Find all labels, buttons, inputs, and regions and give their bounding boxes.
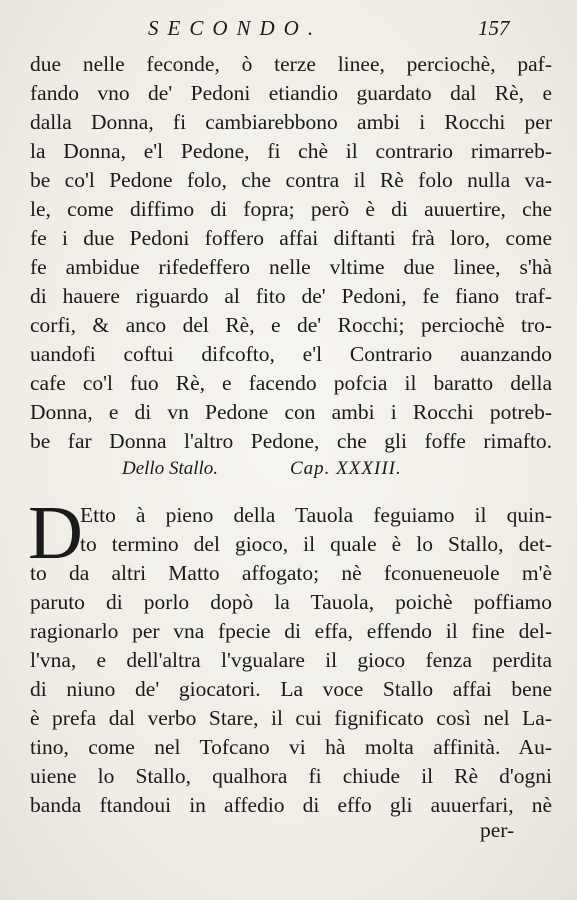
text-line: due nelle feconde, ò terze linee, perciochè, paf-	[30, 52, 552, 76]
chapter-number: Cap. XXXIII.	[290, 458, 402, 479]
text-line: di hauere riguardo al fito de' Pedoni, fe fiano traf-	[30, 284, 552, 308]
text-line: l'vna, e dell'altra l'vgualare il gioco fenza perdita	[30, 648, 552, 672]
text-line: corfi, & anco del Rè, e de' Rocchi; perciochè tro-	[30, 313, 552, 337]
text-line: to termino del gioco, il quale è lo Stallo, det-	[80, 532, 552, 556]
text-line: ragionarlo per vna fpecie di effa, effendo il fine del-	[30, 619, 552, 643]
text-line: be far Donna l'altro Pedone, che gli foffe rimafto.	[30, 429, 552, 453]
text-line: paruto di porlo dopò la Tauola, poichè poffiamo	[30, 590, 552, 614]
drop-cap: D	[28, 491, 83, 575]
text-line: la Donna, e'l Pedone, fi chè il contrario rimarreb-	[30, 139, 552, 163]
paragraph-1	[30, 50, 552, 456]
text-line: uandofi coftui difcofto, e'l Contrario auanzando	[30, 342, 552, 366]
chapter-heading	[0, 456, 577, 490]
running-head: SECONDO.	[148, 16, 323, 40]
text-line: fe ambidue rifedeffero nelle vltime due linee, s'hà	[30, 255, 552, 279]
catchword: per-	[480, 818, 515, 842]
text-line: fando vno de' Pedoni etiandio guardato dal Rè, e	[30, 81, 552, 105]
text-line: to da altri Matto affogato; nè fconueneuole m'è	[30, 561, 552, 585]
text-line: uiene lo Stallo, qualhora fi chiude il Rè d'ogni	[30, 764, 552, 788]
page-number: 157	[478, 16, 510, 40]
text-line: tino, come nel Tofcano vi hà molta affinità. Au-	[30, 735, 552, 759]
text-line: Etto à pieno della Tauola feguiamo il quin-	[80, 503, 552, 527]
text-line: banda ftandoui in affedio di effo gli auuerfari, nè	[30, 793, 552, 817]
text-line: le, come diffimo di fopra; però è di auuertire, che	[30, 197, 552, 221]
text-line: fe i due Pedoni foffero affai diftanti frà loro, come	[30, 226, 552, 250]
chapter-title: Dello Stallo.	[122, 458, 219, 479]
page-header	[0, 12, 577, 42]
text-line: Donna, e di vn Pedone con ambi i Rocchi potreb-	[30, 400, 552, 424]
text-line: be co'l Pedone folo, che contra il Rè folo nulla va-	[30, 168, 552, 192]
text-line: dalla Donna, fi cambiarebbono ambi i Rocchi per	[30, 110, 552, 134]
text-line: cafe co'l fuo Rè, e facendo pofcia il baratto della	[30, 371, 552, 395]
text-line: di niuno de' giocatori. La voce Stallo affai bene	[30, 677, 552, 701]
paragraph-2	[30, 501, 552, 820]
text-line: è prefa dal verbo Stare, il cui fignificato così nel La-	[30, 706, 552, 730]
